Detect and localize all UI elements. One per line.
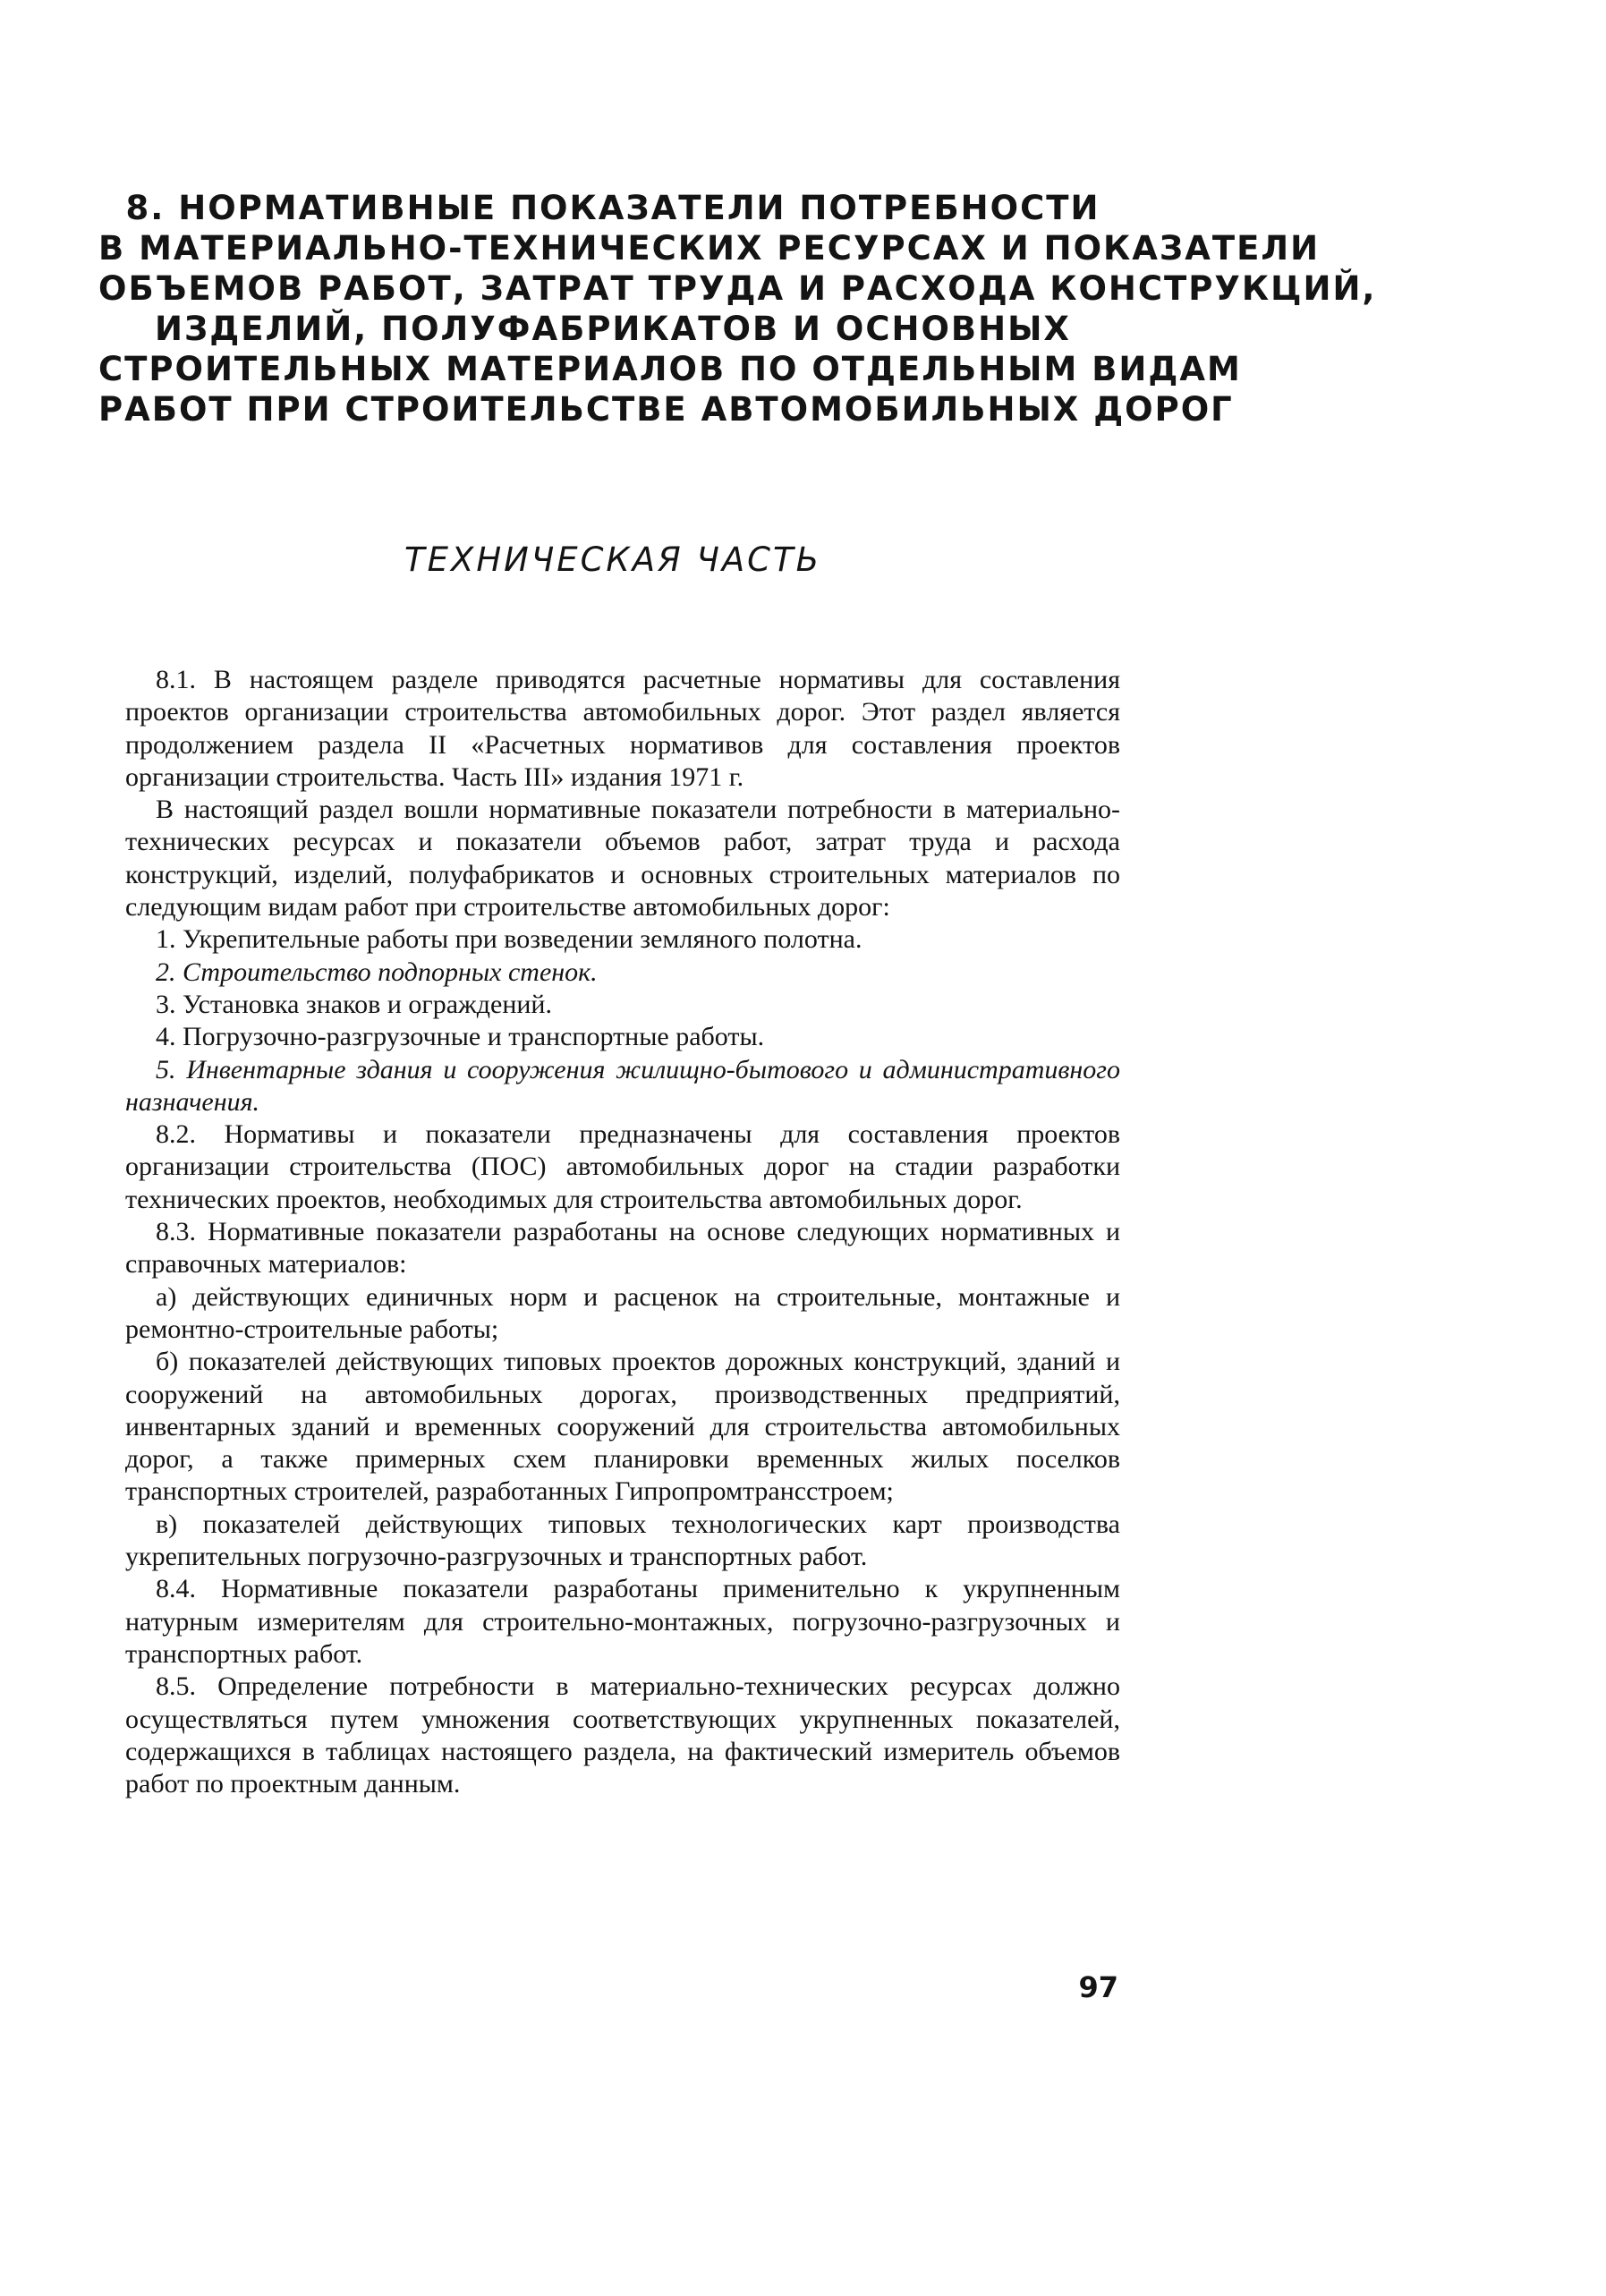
- paragraph-8-3-a: а) действующих единичных норм и расценок на строительные, монтажные и ремонтно-строительные работы;: [125, 1281, 1120, 1344]
- heading-line: ИЗДЕЛИЙ, ПОЛУФАБРИКАТОВ И ОСНОВНЫХ: [155, 310, 1071, 348]
- list-item: 5. Инвентарные здания и сооружения жилищно-бытового и административного назначения.: [125, 1054, 1120, 1117]
- paragraph-8-4: 8.4. Нормативные показатели разработаны применительно к укрупненным натурным измерителям для строительно-монтажных, погрузочно-разгрузочных и транспортных работ.: [125, 1574, 1120, 1669]
- body-text: [125, 664, 1120, 1800]
- list-item: 4. Погрузочно-разгрузочные и транспортные работы.: [156, 1022, 765, 1052]
- paragraph-intro-list: В настоящий раздел вошли нормативные показатели потребности в материально-технических ресурсах и показатели объемов работ, затрат труда и расхода конструкций, изделий, полуфабрикатов и основных строительных материалов по следующим видам работ при строительстве автомобильных дорог:: [125, 795, 1120, 923]
- page-number: 97: [1078, 1970, 1118, 2004]
- subsection-heading: ТЕХНИЧЕСКАЯ ЧАСТЬ: [404, 540, 821, 579]
- heading-line: В МАТЕРИАЛЬНО-ТЕХНИЧЕСКИХ РЕСУРСАХ И ПОКАЗАТЕЛИ: [98, 229, 1321, 268]
- paragraph-8-3-v: в) показателей действующих типовых технологических карт производства укрепительных погрузочно-разгрузочных и транспортных работ.: [125, 1509, 1120, 1572]
- paragraph-8-5: 8.5. Определение потребности в материально-технических ресурсах должно осуществляться путем умножения соответствующих укрупненных показателей, содержащихся в таблицах настоящего раздела, на фактический измеритель объемов работ по проектным данным.: [125, 1671, 1120, 1799]
- heading-line: СТРОИТЕЛЬНЫХ МАТЕРИАЛОВ ПО ОТДЕЛЬНЫМ ВИДАМ: [98, 350, 1242, 388]
- paragraph-8-1: 8.1. В настоящем разделе приводятся расчетные нормативы для составления проектов организации строительства автомобильных дорог. Этот раздел является продолжением раздела II «Расчетных нормативов для составления проектов организации строительства. Часть III» издания 1971 г.: [125, 665, 1120, 792]
- list-item: 2. Строительство подпорных стенок.: [156, 957, 598, 987]
- heading-line: 8. НОРМАТИВНЫЕ ПОКАЗАТЕЛИ ПОТРЕБНОСТИ: [125, 189, 1100, 227]
- section-heading: [98, 188, 1377, 429]
- paragraph-8-3-b: б) показателей действующих типовых проектов дорожных конструкций, зданий и сооружений на автомобильных дорогах, производственных предприятий, инвентарных зданий и временных сооружений для строительства автомобильных дорог, а также примерных схем планировки временных жилых поселков транспортных строителей, разработанных Гипропромтрансстроем;: [125, 1347, 1120, 1507]
- heading-line: ОБЪЕМОВ РАБОТ, ЗАТРАТ ТРУДА И РАСХОДА КОНСТРУКЦИЙ,: [98, 269, 1377, 308]
- list-item: 1. Укрепительные работы при возведении земляного полотна.: [156, 924, 862, 955]
- list-item: 3. Установка знаков и ограждений.: [156, 989, 552, 1019]
- paragraph-8-3: 8.3. Нормативные показатели разработаны на основе следующих нормативных и справочных материалов:: [125, 1217, 1120, 1280]
- heading-line: РАБОТ ПРИ СТРОИТЕЛЬСТВЕ АВТОМОБИЛЬНЫХ ДОРОГ: [98, 390, 1234, 429]
- paragraph-8-2: 8.2. Нормативы и показатели предназначены для составления проектов организации строительства (ПОС) автомобильных дорог на стадии разработки технических проектов, необходимых для строительства автомобильных дорог.: [125, 1119, 1120, 1214]
